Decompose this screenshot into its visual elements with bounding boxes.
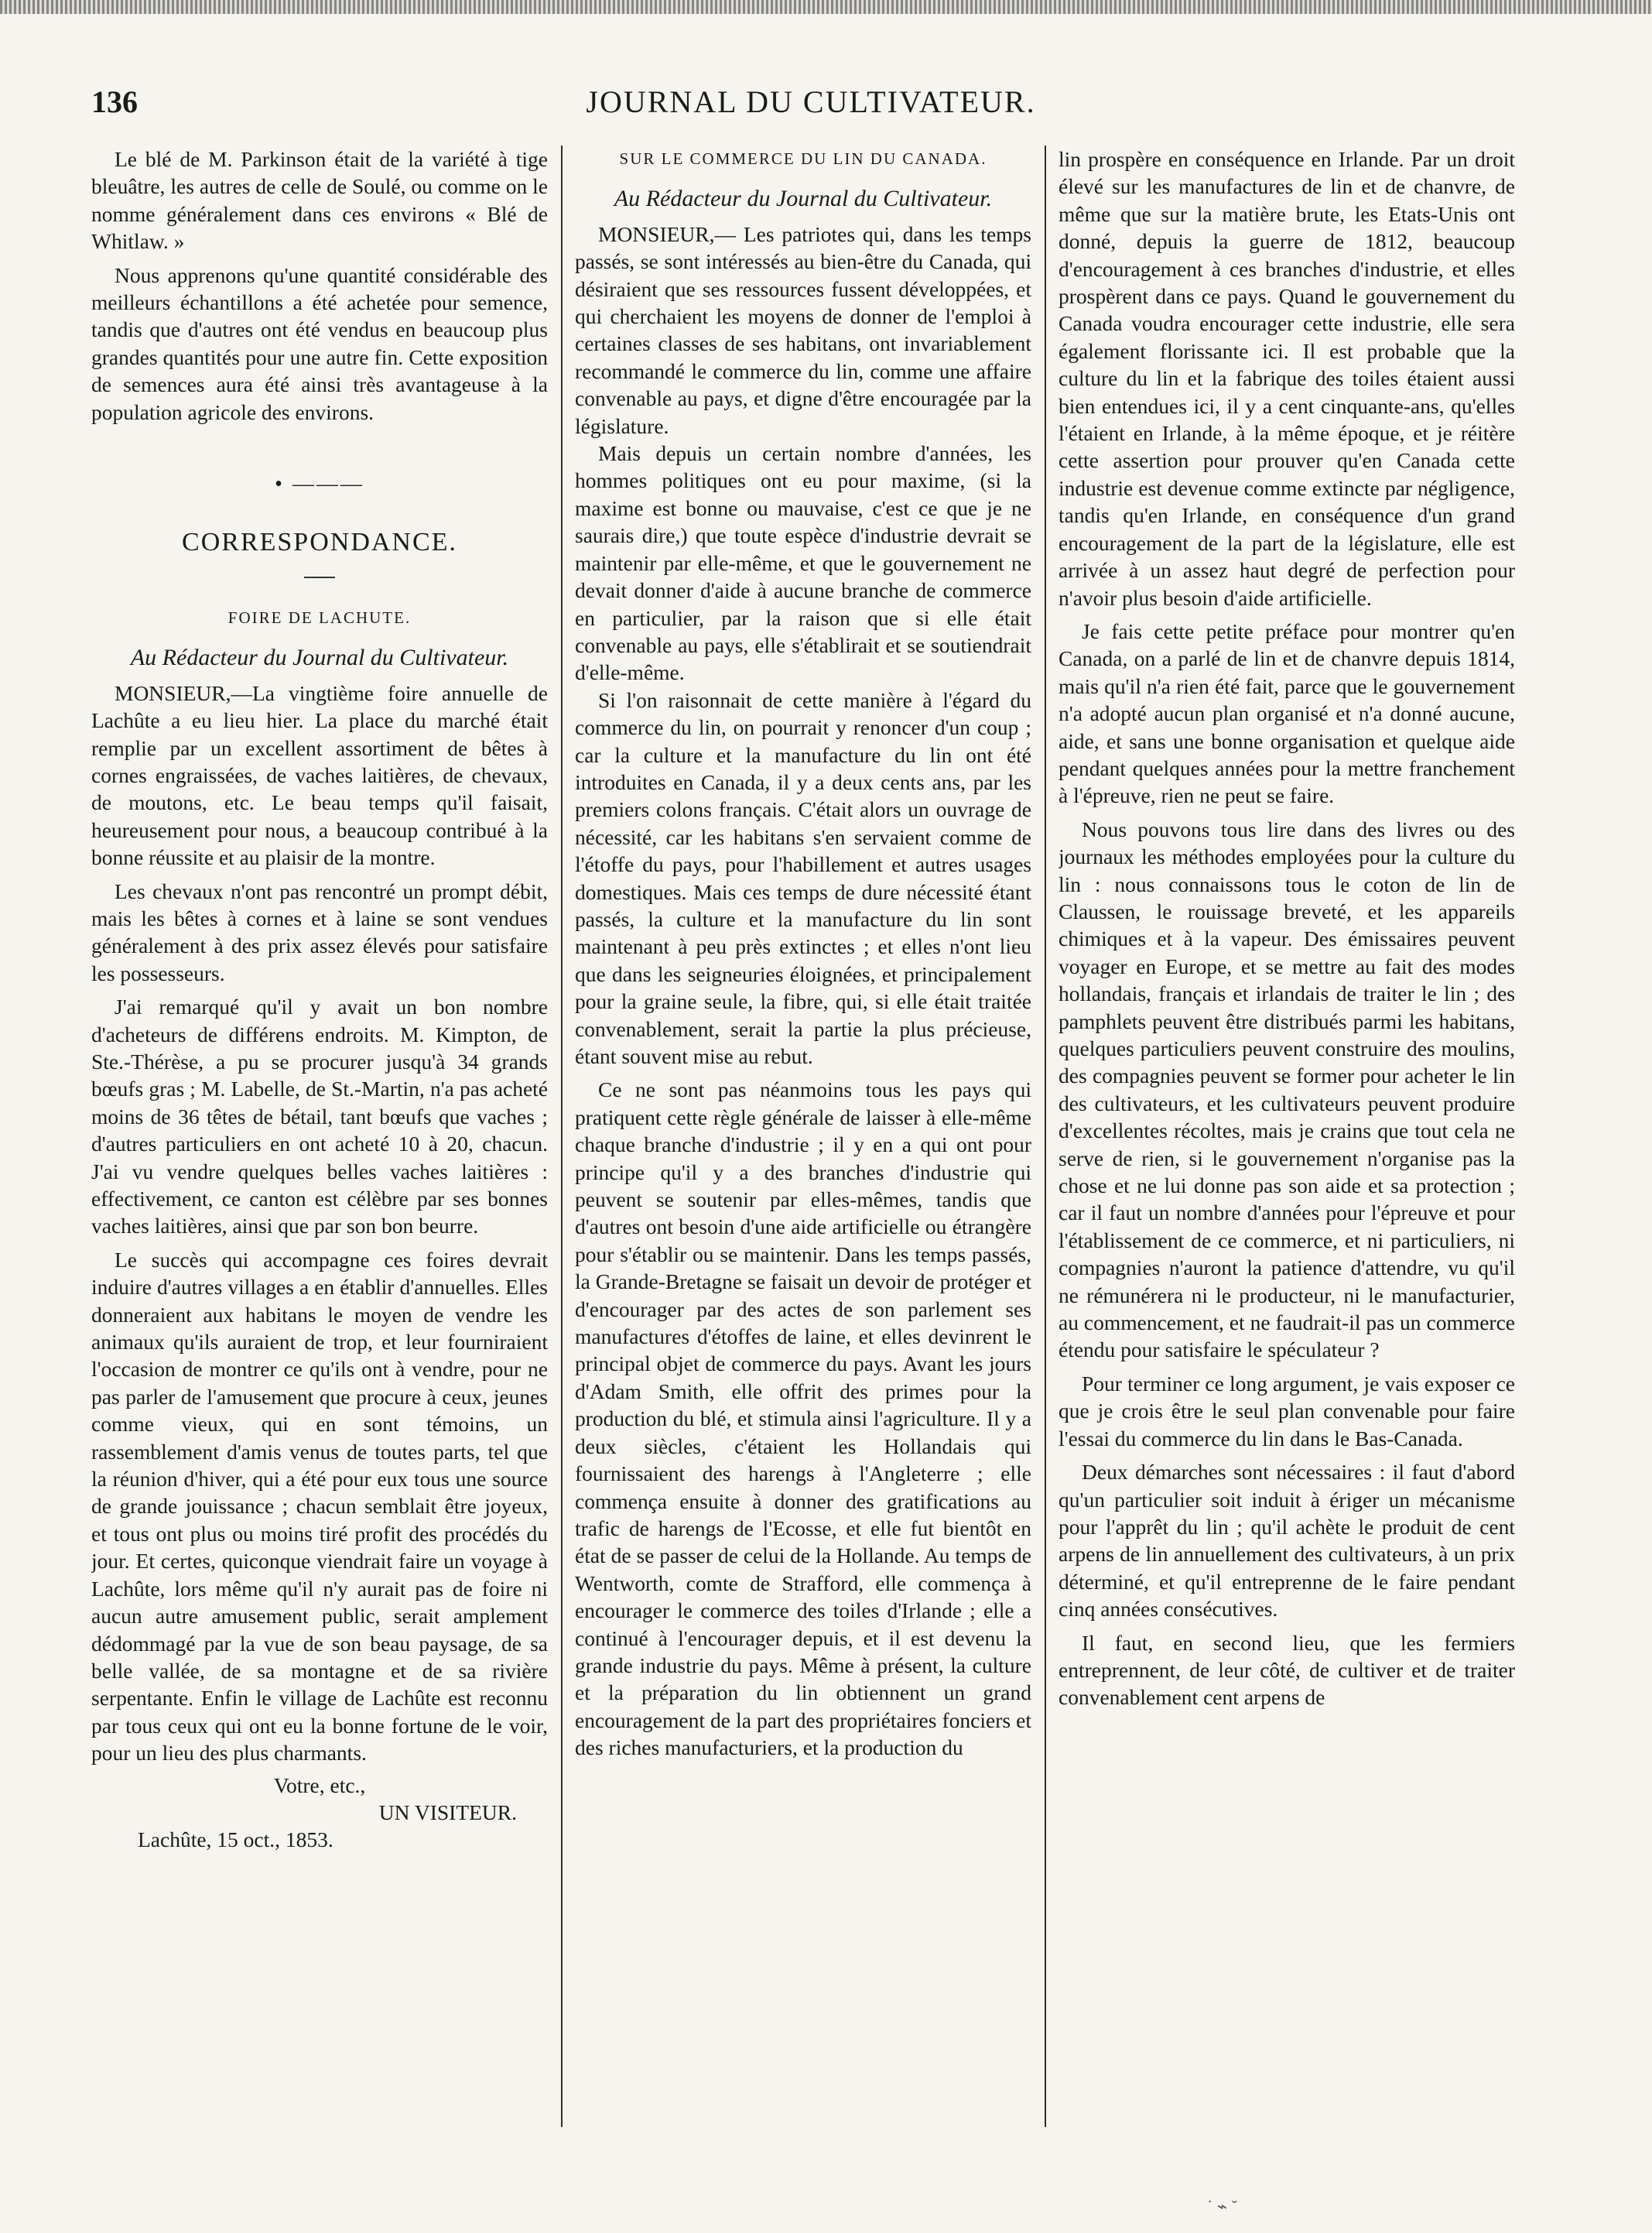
column-middle: [575, 146, 1031, 2127]
page-number: 136: [91, 84, 138, 119]
paragraph: lin prospère en conséquence en Irlande. Par un droit élevé sur les manufactures de lin et de chanvre, de même que sur la matière brute, les Etats-Unis ont donné, depuis la guerre de 1812, beaucoup d'encouragement à ces branches d'industrie, et elles prospèrent dans ce pays. Quand le gouvernement du Canada voudra encourager cette industrie, elle sera également florissante ici. Il est probable que la culture du lin et la fabrique des toiles étaient aussi bien entendues ici, il y a cent cinquante-ans, qu'elles l'étaient en Irlande, à la même époque, et je réitère cette assertion pour prouver qu'en Canada cette industrie est devenue comme extincte par négligence, tandis qu'en Irlande, en conséquence d'un grand encouragement de la part de la législature, elle est arrivée à un assez haut degré de perfection pour n'avoir plus besoin d'aide artificielle.: [1059, 147, 1515, 610]
paragraph: Mais depuis un certain nombre d'années, les hommes politiques ont eu pour maxime, (si la maxime est bonne ou mauvaise, c'est ce que je ne saurais dire,) que toute espèce d'industrie devrait se maintenir par elle-même, et que le gouvernement ne devait donner d'aide à aucune branche de commerce en particulier, par la raison que si elle était convenable au pays, elle s'établirait et se soutiendrait d'elle-même.: [575, 441, 1031, 685]
paragraph: Je fais cette petite préface pour montrer qu'en Canada, on a parlé de lin et de chanvre depuis 1814, mais qu'il n'a rien été fait, parce que le gouvernement n'a adopté aucun plan organisé et n'a donné aucune, aide, et sans une bonne organisation et quelque aide pendant quelques années pour la mettre franchement à l'épreuve, rien ne peut se faire.: [1059, 618, 1515, 808]
editor-address: Au Rédacteur du Journal du Cultivateur.: [130, 645, 509, 671]
journal-title: JOURNAL DU CULTIVATEUR.: [586, 84, 1036, 119]
divider: [304, 577, 335, 578]
paragraph: Le succès qui accompagne ces foires devrait induire d'autres villages a en établir d'annuelles. Elles donneraient aux habitans le moyen de vendre les animaux qu'ils auraient de trop, et leur fourniraient l'occasion de montrer ce qu'ils ont à vendre, pour ne pas parler de l'amusement que procure à ceux, jeunes comme vieux, qui en sont témoins, un rassemblement d'amis venus de toutes parts, tel que la réunion d'hiver, qui a été pour eux tous une source de grande jouissance ; chacun semblait être joyeux, et tous ont plus ou moins tiré profit des procédés du jour. Et certes, quiconque viendrait faire un voyage à Lachûte, lors même qu'il n'y aurait pas de foire ni aucun autre amusement public, serait amplement dédommagé par la vue de son beau paysage, de sa belle vallée, de sa montagne et de sa rivière serpentante. Enfin le village de Lachûte est reconnu par tous ceux qui ont eu la bonne fortune de le voir, pour un lieu des plus charmants.: [91, 1247, 548, 1766]
column-rule: [561, 146, 563, 2127]
closing: Votre, etc.,: [273, 1772, 366, 1797]
ornament-divider: • ———: [275, 472, 364, 497]
column-left: [91, 146, 548, 2127]
paragraph: Nous apprenons qu'une quantité considérable des meilleurs échantillons a été achetée pour semence, tandis que d'autres ont été vendus en beaucoup plus grandes quantités pour une autre fin. Cette exposition de semences aura été ainsi très avantageuse à la population agricole des environs.: [91, 262, 548, 424]
scan-mark: ˙ ⌁ ˘: [1207, 2197, 1237, 2216]
article-title: FOIRE DE LACHUTE.: [227, 608, 412, 627]
paragraph: MONSIEUR,— Les patriotes qui, dans les temps passés, se sont intéressés au bien-être du Canada, qui désiraient que ses ressources fussent développées, et qui cherchaient les moyens de donner de l'emploi à certaines classes de ses habitans, ont invariablement recommandé le commerce du lin, comme une affaire convenable au pays, et digne d'être encouragée par la législature.: [575, 221, 1031, 438]
section-title: CORRESPONDANCE.: [182, 528, 457, 557]
page-header: [91, 84, 1531, 130]
scan-top-edge: [0, 0, 1652, 14]
paragraph: MONSIEUR,—La vingtième foire annuelle de Lachûte a eu lieu hier. La place du marché était remplie par un excellent assortiment de bêtes à cornes engraissées, de vaches laitières, de chevaux, de moutons, etc. Le beau temps qu'il faisait, heureusement pour nous, a beaucoup contribué à la bonne réussite et au plaisir de la montre.: [91, 680, 548, 870]
paragraph: Les chevaux n'ont pas rencontré un prompt débit, mais les bêtes à cornes et à laine se sont vendues généralement à des prix assez élevés pour satisfaire les possesseurs.: [91, 878, 548, 985]
paragraph: Nous pouvons tous lire dans des livres ou des journaux les méthodes employées pour la culture du lin : nous connaissons tous le coton de lin de Claussen, le rouissage breveté, et les appareils chimiques et à la vapeur. Des émissaires peuvent voyager en Europe, et se mettre au fait des modes hollandais, français et irlandais de traiter le lin ; des pamphlets peuvent être distribués parmi les habitans, quelques particuliers peuvent construire des moulins, des compagnies peuvent se former pour acheter le lin des cultivateurs, et les cultivateurs peuvent produire d'excellentes récoltes, mais je crains que tout cela ne serve de rien, si le gouvernement n'organise pas la chose et ne lui donne pas son aide et sa protection ; car il faut un nombre d'années pour l'épreuve et pour l'établissement de ce commerce, et ni particuliers, ni compagnies n'auront la patience d'attendre, vu qu'il ne rémunérera ni le producteur, ni le manufacturier, au commencement, et ne faudrait-il pas un commerce étendu pour satisfaire le spéculateur ?: [1059, 817, 1515, 1362]
article-columns: [91, 146, 1531, 2127]
paragraph: Le blé de M. Parkinson était de la variété à tige bleuâtre, les autres de celle de Soulé, ou comme on le nomme généralement dans ces environs « Blé de Whitlaw. »: [91, 147, 548, 254]
place-date: Lachûte, 15 oct., 1853.: [138, 1827, 333, 1852]
paragraph: Ce ne sont pas néanmoins tous les pays qui pratiquent cette règle générale de laisser à elle-même chaque branche d'industrie ; il y en a qui ont pour principe qu'il y a des branches d'industrie qui peuvent se soutenir par elles-mêmes, tandis que d'autres ont besoin d'une aide artificielle ou étrangère pour s'établir ou se maintenir. Dans les temps passés, la Grande-Bretagne se faisait un devoir de protéger et d'encourager par des actes de son parlement ses manufactures d'étoffes de laine, et elles devinrent le principal objet de commerce du pays. Avant les jours d'Adam Smith, elle offrit des primes pour la production du blé, et stimula ainsi l'agriculture. Il y a deux siècles, c'étaient les Hollandais qui fournissaient des harengs à l'Angleterre ; elle commença ensuite à donner des gratifications au trafic de harengs de l'Ecosse, et elle fut bientôt en état de se passer de celui de la Hollande. Au temps de Wentworth, comte de Strafford, elle commença à encourager le commerce des toiles d'Irlande ; elle a continué à l'encourager depuis, et il est devenu la grande industrie du pays. Même à présent, la culture et la préparation du lin obtiennent un grand encouragement de la part des propriétaires fonciers et des riches manufacturiers, et la production du: [575, 1077, 1031, 1760]
paragraph: Il faut, en second lieu, que les fermiers entreprennent, de leur côté, de cultiver et de traiter convenablement cent arpens de: [1059, 1630, 1515, 1710]
article-title: SUR LE COMMERCE DU LIN DU CANADA.: [619, 149, 987, 168]
paragraph: J'ai remarqué qu'il y avait un bon nombre d'acheteurs de différens endroits. M. Kimpton, de Ste.-Thérèse, a pu se procurer jusqu'à 34 grands bœufs gras ; M. Labelle, de St.-Martin, n'a pas acheté moins de 36 têtes de bétail, tant bœufs que vaches ; d'autres particuliers en ont acheté 10 à 20, chacun. J'ai vu vendre quelques belles vaches laitières : effectivement, ce canton est célèbre par ses bonnes vaches laitières, ainsi que par son bon beurre.: [91, 995, 548, 1238]
signature: UN VISITEUR.: [378, 1800, 517, 1824]
paragraph: Deux démarches sont nécessaires : il faut d'abord qu'un particulier soit induit à ériger un mécanisme pour l'apprêt du lin ; qu'il achète le produit de cent arpens de lin annuellement des cultivateurs, à un prix déterminé, et qu'il entreprenne de le faire pendant cinq années consécutives.: [1059, 1460, 1515, 1622]
column-right: [1059, 146, 1515, 2127]
editor-address: Au Rédacteur du Journal du Cultivateur.: [614, 186, 993, 212]
paragraph: Pour terminer ce long argument, je vais exposer ce que je crois être le seul plan convenable pour faire l'essai du commerce du lin dans le Bas-Canada.: [1059, 1371, 1515, 1450]
paragraph: Si l'on raisonnait de cette manière à l'égard du commerce du lin, on pourrait y renoncer d'un coup ; car la culture et la manufacture du lin ont été introduites en Canada, il y a deux cents ans, par les premiers colons français. C'était alors un ouvrage de nécessité, car les habitans s'en servaient comme de l'étoffe du pays, pour l'habillement et autres usages domestiques. Mais ces temps de dure nécessité étant passés, la culture et la manufacture du lin sont maintenant à peu près extinctes ; et elles n'ont lieu que dans les seigneuries éloignées, et principalement pour la graine seule, la fibre, qui, si elle était traitée convenablement, serait la partie la plus précieuse, étant souvent mise au rebut.: [575, 687, 1031, 1068]
column-rule: [1045, 146, 1046, 2127]
